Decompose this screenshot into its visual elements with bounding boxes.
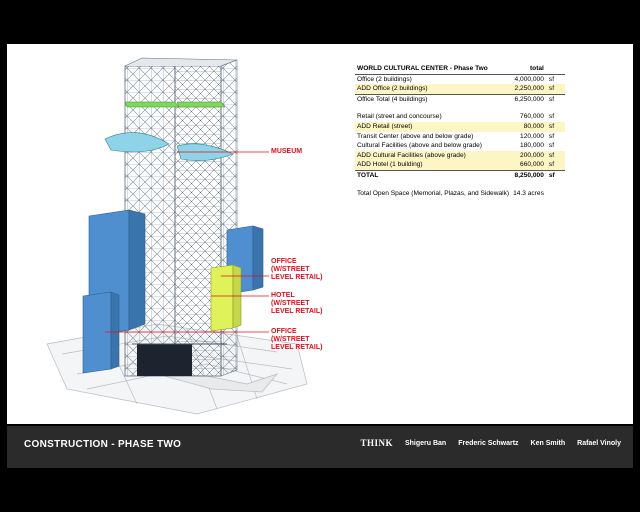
green-slabs [125, 102, 225, 107]
table-header-row [355, 64, 565, 74]
hotel-block [211, 265, 241, 331]
team-member: Rafael Vinoly [577, 440, 621, 447]
hotel-label: HOTEL (W/STREET LEVEL RETAIL) [271, 292, 323, 315]
table-row: ADD Cultural Facilities (above grade) 200,000 sf [355, 151, 565, 161]
table-row: ADD Retail (street) 80,000 sf [355, 122, 565, 132]
tower-axonometric-drawing [7, 44, 347, 424]
think-logo: THINK [360, 438, 393, 448]
table-row: Cultural Facilities (above and below grade) 180,000 sf [357, 142, 555, 150]
table-row: Transit Center (above and below grade) 120,000 sf [357, 132, 555, 140]
table-row: ADD Office (2 buildings) 2,250,000 sf [355, 84, 565, 94]
team-credits [360, 440, 621, 448]
total-column-header: total [511, 64, 546, 74]
table-row: Office Total (4 buildings) 6,250,000 sf [355, 94, 565, 104]
table-row: Office (2 buildings) 4,000,000 sf [357, 75, 555, 83]
office-top-label: OFFICE (W/STREET LEVEL RETAIL) [271, 258, 323, 281]
table-open-space-row: Total Open Space (Memorial, Plazas, and Sidewalk) 14.3 acres [357, 189, 544, 197]
table-total-row: TOTAL 8,250,000 sf [357, 171, 555, 179]
office-bottom-label: OFFICE (W/STREET LEVEL RETAIL) [271, 328, 323, 351]
table-heading: WORLD CULTURAL CENTER - Phase Two [355, 64, 511, 74]
table-row: Retail (street and concourse) 760,000 sf [357, 113, 555, 121]
slide-title: CONSTRUCTION - PHASE TWO [24, 439, 182, 450]
museum-label: MUSEUM [271, 148, 303, 155]
team-member: Frederic Schwartz [458, 440, 519, 447]
program-table [355, 64, 565, 198]
footer-bar [7, 426, 633, 468]
slide-panel [7, 44, 633, 424]
team-member: Ken Smith [530, 440, 566, 447]
table-row: ADD Hotel (1 building) 660,000 sf [355, 160, 565, 170]
team-member: Shigeru Ban [404, 440, 447, 447]
